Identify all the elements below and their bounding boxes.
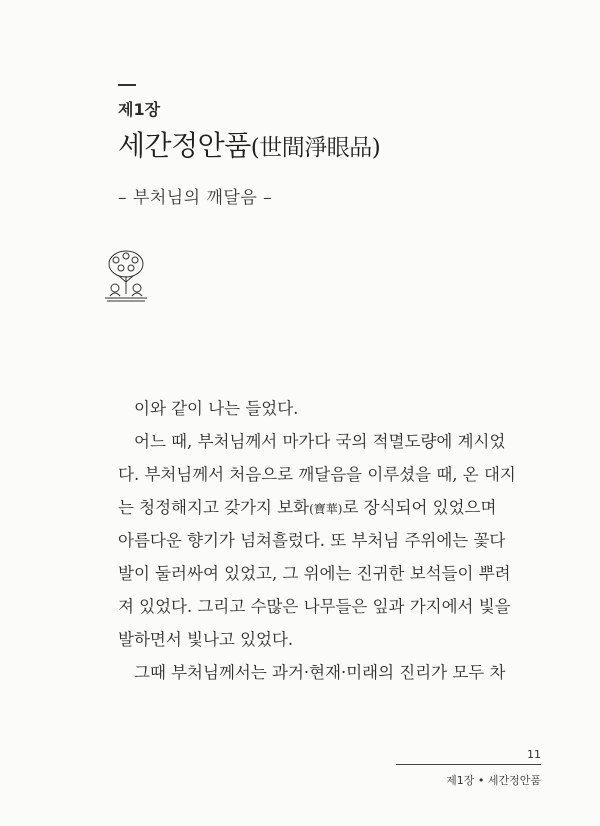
chapter-title-hanja: (世間淨眼品) (250, 135, 381, 161)
body-line: 그때 부처님께서는 과거·현재·미래의 진리가 모두 차 (134, 663, 506, 682)
body-text (118, 392, 540, 689)
body-line: 발이 둘러싸여 있었고, 그 위에는 진귀한 보석들이 뿌려 (118, 564, 511, 583)
body-line-part: 로 장식되어 있었으며 (342, 498, 497, 517)
body-line: 발하면서 빛나고 있었다. (118, 630, 294, 649)
chapter-rule (118, 84, 136, 86)
body-line: 아름다운 향기가 넘쳐흘렀다. 또 부처님 주위에는 꽃다 (118, 531, 506, 550)
body-line: 이와 같이 나는 들었다. (134, 399, 299, 418)
body-line (118, 491, 540, 524)
running-footer: 제1장 • 세간정안품 (446, 774, 541, 787)
chapter-title-korean: 세간정안품 (118, 129, 251, 162)
body-line: 어느 때, 부처님께서 마가다 국의 적멸도량에 계시었 (134, 432, 506, 451)
page-number: 11 (527, 748, 541, 761)
chapter-subtitle: – 부처님의 깨달음 – (118, 188, 273, 208)
bodhi-tree-icon (101, 248, 151, 304)
footer-divider (396, 764, 541, 765)
body-line: 져 있었다. 그리고 수많은 나무들은 잎과 가지에서 빛을 (118, 597, 511, 616)
body-line-hanja: (寶華) (309, 502, 343, 516)
body-line: 다. 부처님께서 처음으로 깨달음을 이루셨을 때, 온 대지 (118, 465, 516, 484)
chapter-label: 제1장 (118, 100, 161, 119)
chapter-title (118, 124, 380, 164)
body-line-part: 는 청정해지고 갖가지 보화 (118, 498, 310, 517)
